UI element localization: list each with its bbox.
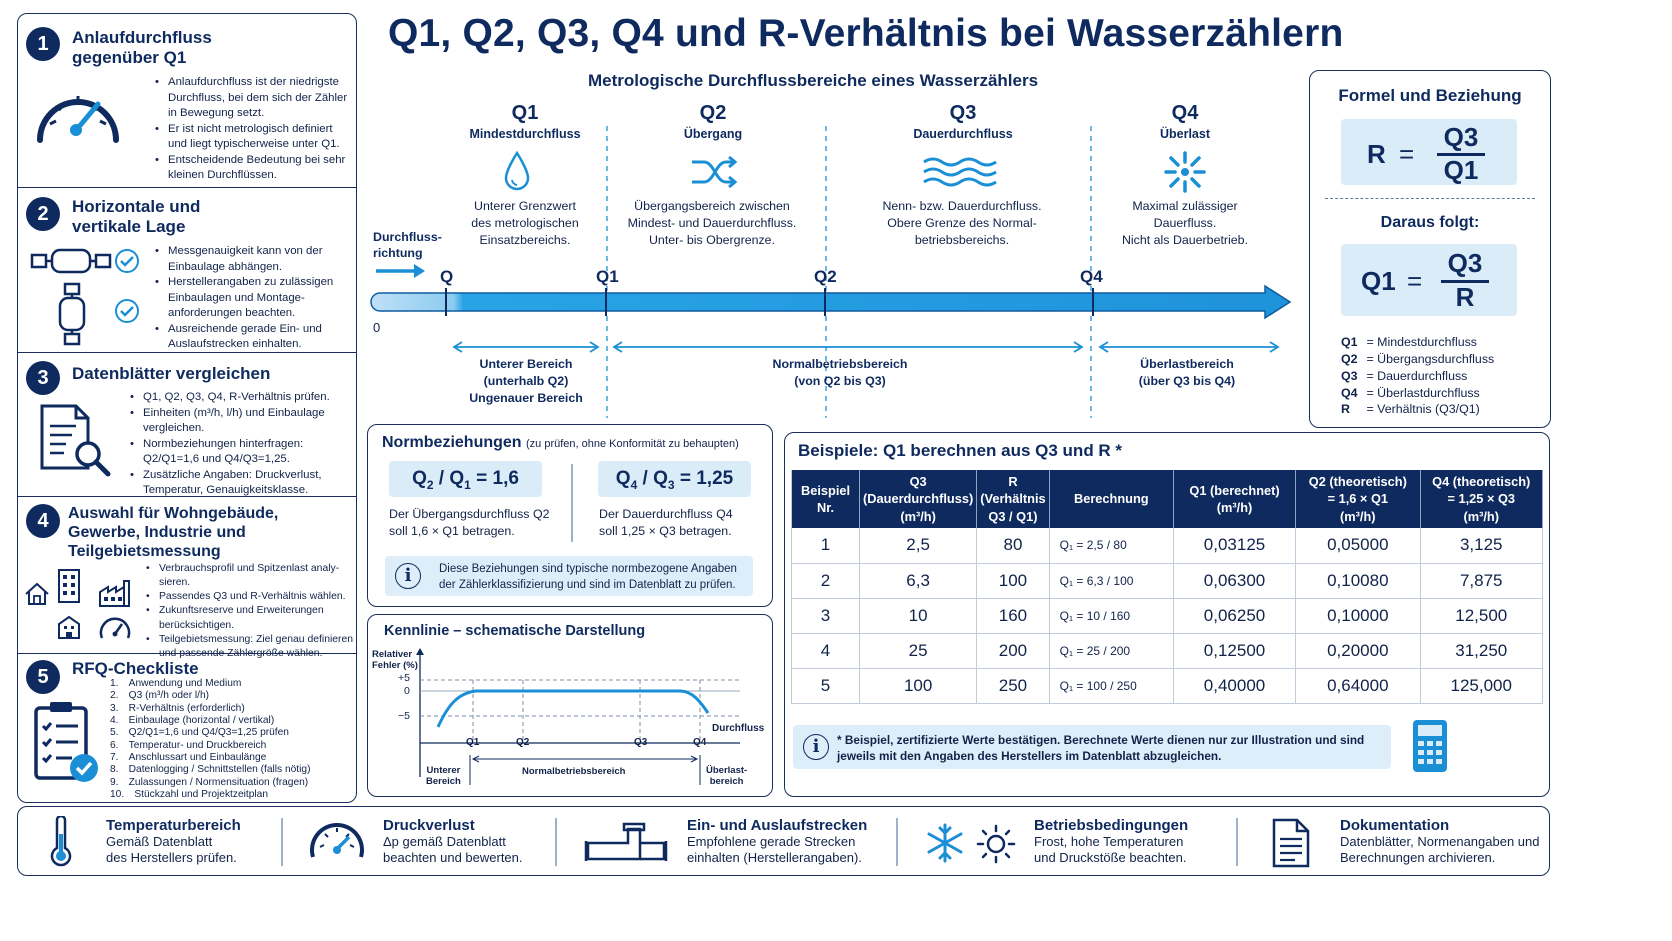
flow-desc-q4: Maximal zulässiger Dauerfluss. Nicht als Dauerbetrieb. [1121, 199, 1249, 248]
checklist-item: 5. Q2/Q1=1,6 und Q4/Q3=1,25 prüfen [110, 727, 289, 739]
pressure-gauge-icon [307, 817, 367, 863]
info-icon: i [395, 563, 421, 589]
table-row: 1 2,5 80 Q₁ = 2,5 / 80 0,03125 0,05000 3,125 [792, 528, 1543, 563]
checklist-item: 10. Stückzahl und Projektzeitplan [110, 789, 268, 801]
info-icon: i [803, 734, 829, 760]
flow-subtitle: Metrologische Durchflussbereiche eines Wasserzählers [588, 71, 1039, 90]
section-2-number: 2 [26, 197, 60, 231]
section-1-title: Anlaufdurchfluss gegenüber Q1 [72, 28, 212, 68]
norm-title-row: Normbeziehungen (zu prüfen, ohne Konformität zu behaupten) [382, 434, 739, 451]
factory-icon [98, 578, 132, 608]
section-4-title: Auswahl für Wohngebäude, Gewerbe, Industrie und Teilgebietsmessung [68, 505, 279, 561]
formula-legend: Q1 = Mindestdurchfluss Q2 = Übergangsdurchfluss Q3 = Dauerdurchfluss Q4 = Überlastdurchfluss R = Verhältnis (Q3/Q1) [1341, 335, 1495, 417]
document-icon [1271, 817, 1311, 869]
curve-xtick-q4: Q4 [693, 737, 707, 748]
flow-col-q3: Q3 Dauerdurchfluss [913, 102, 1013, 141]
examples-title: Beispiele: Q1 berechnen aus Q3 und R * [798, 441, 1123, 460]
col-header-q2: Q2 (theoretisch) = 1,6 × Q1 (m³/h) [1296, 470, 1420, 528]
norm-info-box: i Diese Beziehungen sind typische normbezogene Angaben der Zählerklassifizierung und sind im Datenblatt zu prüfen. [385, 556, 753, 596]
norm-q4q3-desc: Der Dauerdurchfluss Q4 soll 1,25 × Q3 betragen. [599, 507, 733, 539]
house-icon [24, 582, 50, 606]
footer-operating-conditions: Betriebsbedingungen Frost, hohe Temperaturen und Druckstöße beachten. [1034, 817, 1189, 866]
flow-desc-q3: Nenn- bzw. Dauerdurchfluss. Obere Grenze des Normal- betriebsbereichs. [882, 199, 1042, 248]
checklist-item: 9. Zulassungen / Normensituation (fragen) [110, 776, 309, 788]
checklist-item: 2. Q3 (m³/h oder l/h) [110, 690, 210, 702]
building-icon [56, 614, 82, 640]
checklist-item: 8. Datenlogging / Schnittstellen (falls nötig) [110, 764, 311, 776]
norm-q2q1-desc: Der Übergangsdurchfluss Q2 soll 1,6 × Q1 betragen. [389, 507, 550, 539]
norm-q4q3-box: $Q_4 / Q_3 = 1,25$ [598, 461, 751, 497]
section-1-number: 1 [26, 27, 60, 61]
section-3-title: Datenblätter vergleichen [72, 364, 271, 383]
section-5-title: RFQ-Checkliste [72, 659, 199, 678]
formula-q1-box: Q1 = Q3 R [1341, 244, 1517, 316]
examples-note-box: i * Beispiel, zertifizierte Werte bestätigen. Berechnete Werte dienen nur zur Illustration und sind jeweils mit den Angaben des Herstellers im Datenblatt abzugleichen. [793, 725, 1391, 769]
curve-xtick-q3: Q3 [634, 737, 648, 748]
curve-ylabel: Relativer Fehler (%) [372, 649, 418, 672]
flow-mark-q2: Q2 [814, 267, 837, 286]
table-row: 2 6,3 100 Q₁ = 6,3 / 100 0,06300 0,10080 7,875 [792, 563, 1543, 598]
formula-follows: Daraus folgt: [1380, 214, 1480, 231]
col-header-q4: Q4 (theoretisch) = 1,25 × Q3 (m³/h) [1420, 470, 1543, 528]
examples-table-wrap [791, 470, 1543, 704]
footer-inlet-outlet: Ein- und Auslaufstrecken Empfohlene gerade Strecken einhalten (Herstellerangaben). [687, 817, 868, 866]
sun-icon [976, 824, 1016, 864]
section-2-title: Horizontale und vertikale Lage [72, 197, 201, 237]
flow-desc-q2: Übergangsbereich zwischen Mindest- und Dauerdurchfluss. Unter- bis Obergrenze. [627, 199, 797, 248]
rfq-checklist [110, 678, 355, 801]
checklist-item: 7. Anschlussart und Einbaulänge [110, 752, 267, 764]
col-header-q1: Q1 (berechnet) (m³/h) [1173, 470, 1295, 528]
gauge-icon [32, 80, 124, 146]
footer-documentation: Dokumentation Datenblätter, Normenangaben und Berechnungen archivieren. [1340, 817, 1540, 866]
col-header-nr: Beispiel Nr. [792, 470, 860, 528]
thermometer-icon [46, 816, 76, 868]
small-gauge-icon [98, 612, 132, 642]
calculator-icon [1411, 718, 1449, 774]
section-3-bullets: • Q1, Q2, Q3, Q4, R-Verhältnis prüfen. • Einheiten (m³/h, l/h) und Einbaulage vergleichen. • Normbeziehungen hinterfragen: Q2/Q1=1,6 und Q4/Q3=1,25. • Zusätzliche Angaben: Druckverlust, Temperatur, Genauigkeitsklasse. [130, 390, 352, 499]
footer-pressure-loss: Druckverlust Δp gemäß Datenblatt beachten und bewerten. [383, 817, 523, 866]
pipe-icon [584, 821, 668, 865]
curve-xtick-q1: Q1 [466, 737, 480, 748]
section-1-bullets: • Anlaufdurchfluss ist der niedrigste Durchfluss, bei dem sich der Zähler in Bewegung setzt. • Er ist nicht metrologisch definiert und liegt typischerweise unter Q1. • Entscheidende Bedeutung bei sehr kleinen Durchflüssen. [155, 75, 350, 184]
range-normal: Normalbetriebsbereich (von Q2 bis Q3) [772, 357, 908, 389]
col-header-q3: Q3 (Dauerdurchfluss) (m³/h) [860, 470, 977, 528]
curve-zone-normal: Normalbetriebsbereich [522, 766, 626, 777]
curve-ytick-plus5: +5 [398, 672, 410, 684]
checklist-item: 4. Einbaulage (horizontal / vertikal) [110, 715, 275, 727]
apartment-building-icon [56, 568, 82, 604]
flow-mark-q1: Q1 [596, 267, 619, 286]
range-lower: Unterer Bereich (unterhalb Q2) Ungenauer Bereich [469, 357, 583, 406]
curve-ytick-0: 0 [404, 685, 410, 697]
flow-direction-label: Durchfluss- richtung [373, 230, 442, 261]
range-overload: Überlastbereich (über Q3 bis Q4) [1138, 357, 1236, 389]
curve-xtick-q2: Q2 [516, 737, 530, 748]
checklist-item: 3. R-Verhältnis (erforderlich) [110, 702, 245, 714]
section-5-number: 5 [26, 660, 60, 694]
curve-zone-lower: Unterer Bereich [426, 765, 461, 788]
curve-zone-overload: Überlast- bereich [706, 765, 748, 788]
flow-mark-q4: Q4 [1080, 267, 1103, 286]
norm-q2q1-box: $Q_2 / Q_1 = 1,6$ [389, 461, 542, 497]
curve-title: Kennlinie – schematische Darstellung [384, 623, 646, 639]
snowflake-icon [924, 822, 966, 864]
formula-title: Formel und Beziehung [1338, 86, 1522, 105]
examples-table [792, 470, 1543, 704]
section-2-bullets: • Messgenauigkeit kann von der Einbaulage abhängen. • Herstellerangaben zu zulässigen Einbaulagen und Montage-anforderungen beachten. • Ausreichende gerade Ein- und Auslaufstrecken einhalten. [155, 244, 353, 353]
curve-xlabel: Durchfluss [712, 723, 765, 734]
checklist-item: 6. Temperatur- und Druckbereich [110, 739, 267, 751]
flow-col-q4: Q4 Überlast [1159, 102, 1211, 141]
checklist-item: 1. Anwendung und Medium [110, 678, 242, 689]
formula-r-box: R = Q3 Q1 [1341, 119, 1517, 185]
clipboard-checklist-icon [32, 698, 102, 786]
table-row: 5 100 250 Q₁ = 100 / 250 0,40000 0,64000 125,000 [792, 668, 1543, 703]
page-title: Q1, Q2, Q3, Q4 und R-Verhältnis bei Wasserzählern [388, 12, 1344, 55]
horizontal-meter-icon [30, 246, 112, 276]
flow-desc-q1: Unterer Grenzwert des metrologischen Einsatzbereichs. [471, 199, 579, 248]
check-circle-icon [114, 248, 140, 274]
flow-col-q1: Q1 Mindestdurchfluss [469, 102, 581, 141]
col-header-r: R (Verhältnis Q3 / Q1) [977, 470, 1049, 528]
check-circle-icon [114, 298, 140, 324]
table-row: 3 10 160 Q₁ = 10 / 160 0,06250 0,10000 12,500 [792, 598, 1543, 633]
vertical-meter-icon [56, 282, 88, 346]
col-header-calc: Berechnung [1049, 470, 1173, 528]
curve-ytick-minus5: −5 [398, 710, 410, 722]
flow-mark-zero: 0 [373, 320, 381, 335]
section-4-bullets: • Verbrauchsprofil und Spitzenlast analy-sieren. • Passendes Q3 und R-Verhältnis wählen. • Zukunftsreserve und Erweiterungen berücksichtigen. • Teilgebietsmessung: Ziel genau definieren und passende Zählergröße wählen. [146, 562, 354, 661]
table-row: 4 25 200 Q₁ = 25 / 200 0,12500 0,20000 31,250 [792, 633, 1543, 668]
document-search-icon [36, 402, 112, 478]
flow-bar [371, 286, 1290, 318]
flow-mark-q: Q [440, 267, 454, 286]
footer-temperature: Temperaturbereich Gemäß Datenblatt des Herstellers prüfen. [106, 817, 241, 866]
section-3-number: 3 [26, 361, 60, 395]
flow-col-q2: Q2 Übergang [683, 102, 743, 141]
section-4-number: 4 [26, 504, 60, 538]
